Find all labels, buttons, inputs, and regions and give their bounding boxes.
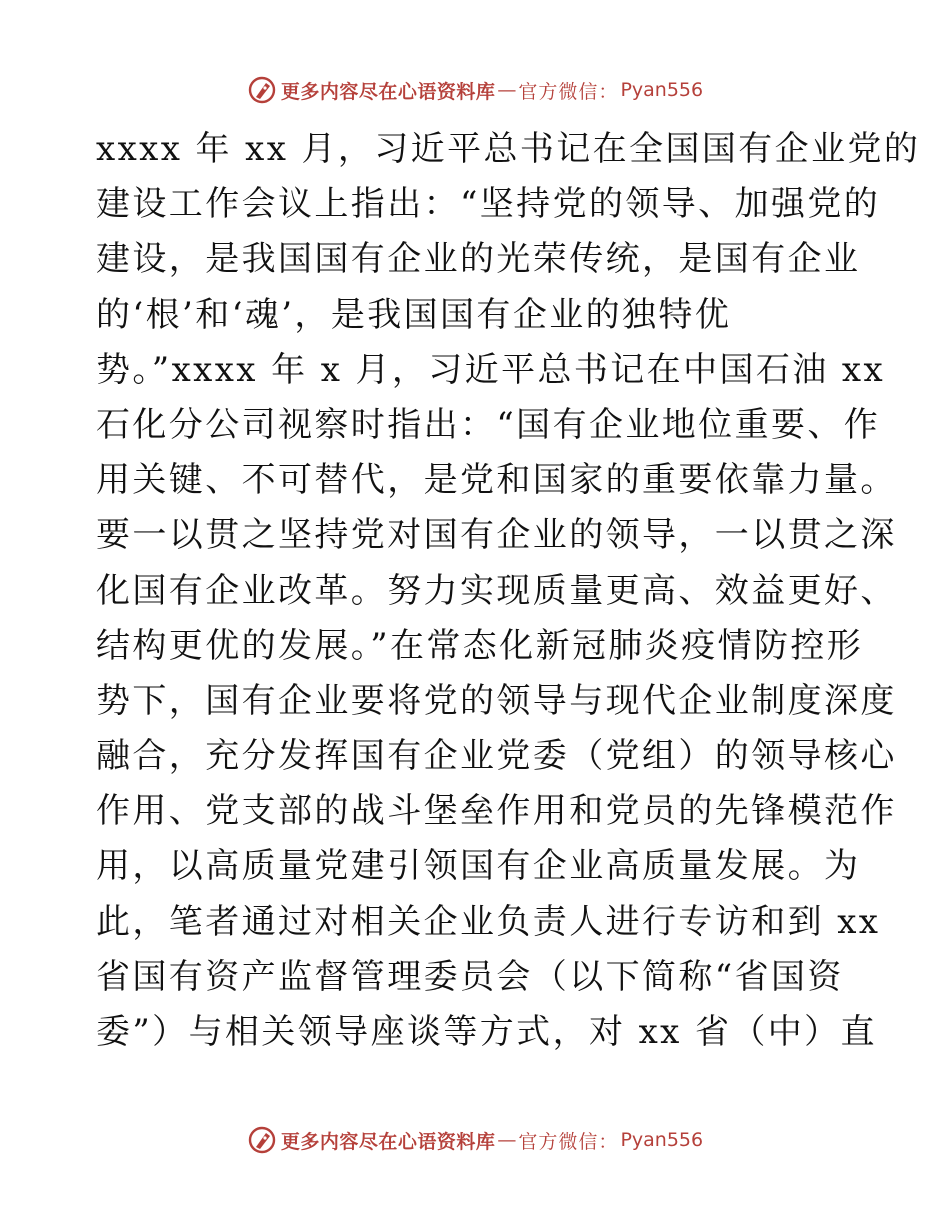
watermark-wechat-id: Pyan556 (620, 79, 704, 101)
watermark-wechat-label: 官方微信： (518, 80, 619, 103)
text-line: 省国有资产监督管理委员会（以下简称“省国资 (96, 956, 844, 997)
text-line: 用，以高质量党建引领国有企业高质量发展。为 (96, 846, 861, 887)
text-line: 势。”xxxx 年 x 月，习近平总书记在中国石油 xx (96, 349, 886, 390)
watermark-separator: — (497, 79, 517, 101)
text-line: 融合，充分发挥国有企业党委（党组）的领导核心 (96, 736, 897, 777)
watermark-text: 更多内容尽在心语资料库 (280, 1130, 496, 1153)
text-line: 委”）与相关领导座谈等方式，对 xx 省（中）直 (96, 1012, 877, 1052)
footer-watermark (0, 1120, 950, 1160)
header-watermark (0, 70, 950, 110)
text-line: 建设工作会议上指出：“坚持党的领导、加强党的 (96, 184, 881, 225)
watermark-wechat-label: 官方微信： (518, 1130, 619, 1153)
text-line: 建设，是我国国有企业的光荣传统，是国有企业 (96, 239, 861, 280)
text-line: 此，笔者通过对相关企业负责人进行专访和到 xx (96, 901, 881, 942)
text-line: 要一以贯之坚持党对国有企业的领导，一以贯之深 (96, 515, 897, 556)
text-line: 势下，国有企业要将党的领导与现代企业制度深度 (96, 680, 897, 721)
text-line: 化国有企业改革。努力实现质量更高、效益更好、 (96, 570, 897, 611)
body-paragraph (96, 122, 921, 1060)
text-line: 作用、党支部的战斗堡垒作用和党员的先锋模范作 (96, 791, 897, 832)
text-line: 的‘根’和‘魂’，是我国国有企业的独特优 (96, 294, 732, 335)
text-line: 用关键、不可替代，是党和国家的重要依靠力量。 (96, 460, 897, 501)
pen-nib-circle-icon (247, 75, 277, 105)
watermark-separator: — (497, 1129, 517, 1151)
text-line: 结构更优的发展。”在常态化新冠肺炎疫情防控形 (96, 625, 864, 666)
text-line: 石化分公司视察时指出：“国有企业地位重要、作 (96, 404, 881, 445)
watermark-text: 更多内容尽在心语资料库 (280, 80, 496, 103)
text-line: xxxx 年 xx 月，习近平总书记在全国国有企业党的 (96, 129, 921, 169)
watermark-wechat-id: Pyan556 (620, 1129, 704, 1151)
pen-nib-circle-icon (247, 1125, 277, 1155)
